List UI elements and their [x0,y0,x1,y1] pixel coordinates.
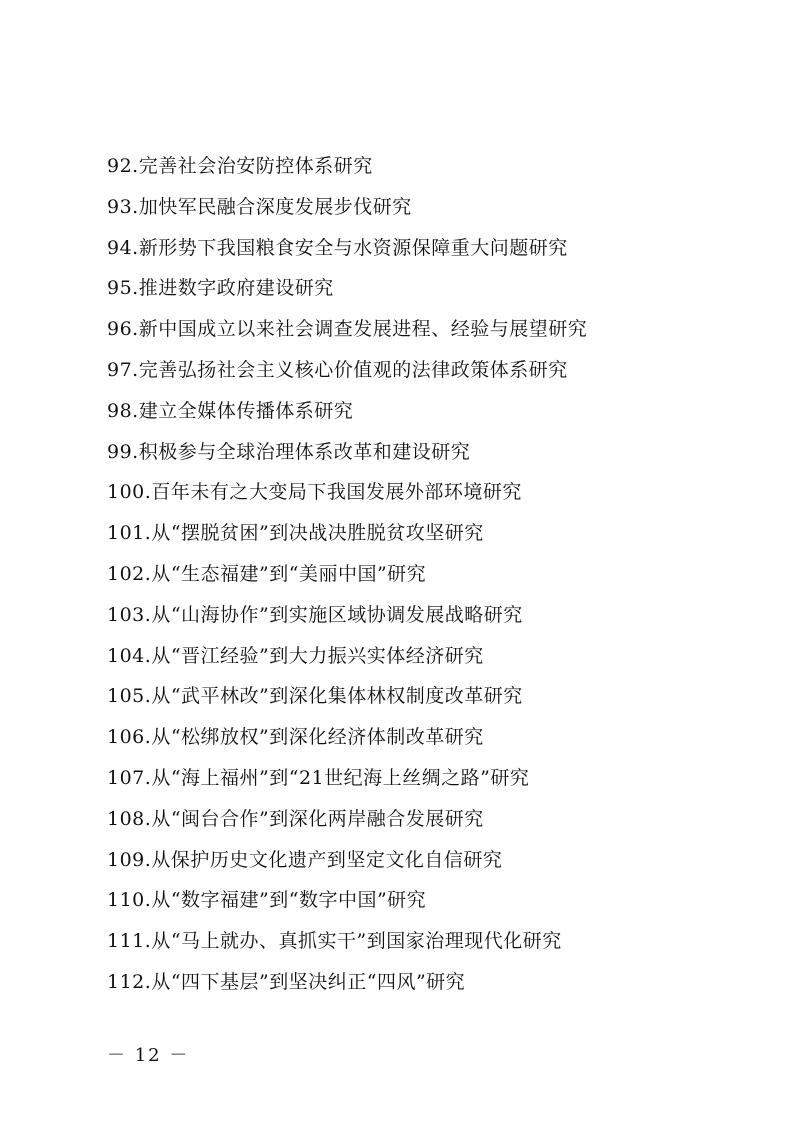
item-text: 从“马上就办、真抓实干”到国家治理现代化研究 [151,930,562,953]
item-number: 92. [107,155,139,177]
item-number: 97. [107,358,139,381]
list-item [107,472,747,513]
list-item [107,187,747,228]
page-number: － 12 － [107,1045,190,1066]
list-item [107,921,747,962]
item-text: 新中国成立以来社会调查发展进程、经验与展望研究 [138,318,588,341]
list-item [107,554,747,595]
item-text: 推进数字政府建设研究 [138,277,334,300]
list-item [107,513,747,554]
item-number: 96. [107,318,139,341]
item-text: 从“海上福州”到“21世纪海上丝绸之路”研究 [151,766,530,789]
list-item [107,676,747,717]
item-text: 完善社会治安防控体系研究 [138,155,373,177]
item-text: 从“生态福建”到“美丽中国”研究 [151,562,427,585]
item-number: 105. [107,685,152,708]
item-text: 从“武平林改”到深化集体林权制度改革研究 [151,685,523,708]
list-item [107,840,747,881]
item-text: 从“闽台合作”到深化两岸融合发展研究 [151,807,484,830]
item-text: 新形势下我国粮食安全与水资源保障重大问题研究 [138,236,568,259]
item-number: 106. [107,726,152,749]
item-text: 从“四下基层”到坚决纠正“四风”研究 [151,970,466,993]
list-item [107,391,747,432]
list-item [107,636,747,677]
item-text: 从“摆脱贫困”到决战决胜脱贫攻坚研究 [151,522,484,545]
list-item [107,799,747,840]
item-text: 从“山海协作”到实施区域协调发展战略研究 [151,603,523,626]
item-number: 111. [107,930,152,953]
list-item [107,962,747,1003]
item-number: 94. [107,236,139,259]
list-item [107,595,747,636]
item-number: 110. [107,889,152,912]
item-number: 99. [107,440,139,463]
item-text: 从“晋江经验”到大力振兴实体经济研究 [151,644,484,667]
list-item [107,228,747,269]
list-item [107,432,747,473]
item-text: 积极参与全球治理体系改革和建设研究 [138,440,471,463]
list-item [107,309,747,350]
list-item [107,717,747,758]
item-number: 104. [107,644,152,667]
list-item [107,880,747,921]
item-text: 完善弘扬社会主义核心价值观的法律政策体系研究 [138,358,568,381]
item-number: 101. [107,522,152,545]
list-item [107,268,747,309]
list-item [107,758,747,799]
item-number: 100. [107,481,152,504]
item-text: 建立全媒体传播体系研究 [138,399,354,422]
list-item [107,146,747,187]
item-number: 103. [107,603,152,626]
item-number: 107. [107,766,152,789]
item-number: 109. [107,848,152,871]
item-text: 加快军民融合深度发展步伐研究 [138,195,412,218]
research-topic-list [107,146,747,1003]
item-number: 95. [107,277,139,300]
item-text: 从“松绑放权”到深化经济体制改革研究 [151,726,484,749]
item-text: 从保护历史文化遗产到坚定文化自信研究 [151,848,503,871]
item-text: 从“数字福建”到“数字中国”研究 [151,889,427,912]
item-number: 93. [107,195,139,218]
item-number: 102. [107,562,152,585]
list-item [107,350,747,391]
item-number: 112. [107,970,152,993]
item-text: 百年未有之大变局下我国发展外部环境研究 [151,481,522,504]
item-number: 98. [107,399,139,422]
item-number: 108. [107,807,152,830]
